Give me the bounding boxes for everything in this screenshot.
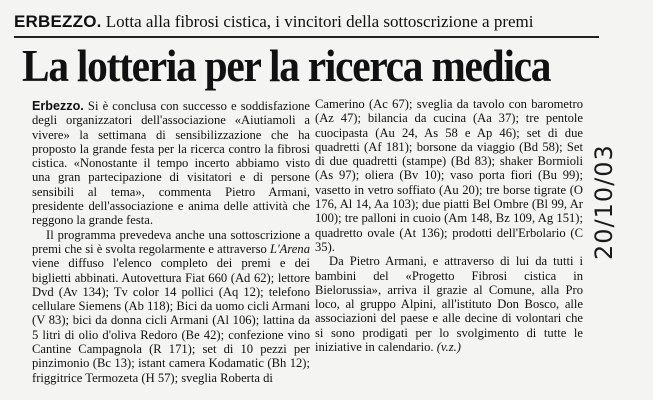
- handwritten-date: 20/10/03: [590, 144, 618, 260]
- paragraph-2-part: [32, 228, 310, 385]
- newspaper-name: L'Arena: [269, 241, 310, 256]
- paragraph-2-text-b: viene diffuso l'elenco completo dei premi e dei biglietti abbinati. Autovettura Fiat 660 (Ad 62); lettore Dvd (Av 134); Tv color 14 pollici (Aq 12); telefono cellulare Siemens (Ab 118); Bici da uomo cicli Armani (V 83); bici da donna cicli Armani (Al 106); lattina da 5 litri di olio d'oliva Redoro (Be 42); confezione vino Cantine Campagnola (R 171); set di 10 pezzi per pinzimonio (Bc 13); istant camera Kodamatic (Bh 12); friggitrice Termozeta (H 57); sveglia Roberta di: [32, 256, 310, 385]
- paragraph-2-part: [315, 97, 583, 254]
- paragraph-2-text-b: Camerino (Ac 67); sveglia da tavolo con barometro (Az 47); bilancia da cucina (Aa 37); tre pentole cuocipasta (Au 24, As 58 e Ap 46); set di due quadretti (Af 181); borsone da viaggio (Bd 58); Set di due quadretti (stampe) (Bd 83); shaker Bormioli (As 97); oliera (Bv 10); vaso porta fiori (Bu 99); vasetto in vetro soffiato (Au 20); tre borse tigrate (O 176, Al 14, Aa 103); due piatti Bel Ombre (Bl 99, Ar 100); tre palloni in cuoio (Am 148, Bz 109, Ag 151); quadretto ovale (At 136); prodotti dell'Erbolario (C 35).: [315, 97, 583, 254]
- dateline: Erbezzo.: [32, 99, 84, 113]
- article-column-1: [32, 99, 310, 391]
- article-column-2: [315, 97, 583, 389]
- paragraph-3-text: Da Pietro Armani, e attraverso di lui da tutti i bambini del «Progetto Fibrosi cistica in Bielorussia», arriva il grazie al Comune, alla Pro loco, al gruppo Alpini, all'istituto Don Bosco, alle associazioni del paese e alle decine di volontari che si sono prodigati per lo svolgimento di tutte le iniziative in calendario.: [315, 254, 583, 355]
- kicker-rule: [14, 36, 599, 38]
- paragraph-1-part: [32, 99, 310, 228]
- kicker: [14, 12, 604, 36]
- headline: La lotteria per la ricerca medica: [22, 40, 551, 91]
- kicker-text: Lotta alla fibrosi cistica, i vincitori della sottoscrizione a premi: [101, 12, 534, 31]
- paragraph-1-text: Si è conclusa con successo e soddisfazione degli organizzatori dell'associazione «Aiutiamoli a vivere» la settimana di sensibilizzazione che ha proposto la grande festa per la ricerca contro la fibrosi cistica. «Nonostante il tempo incerto abbiamo visto una gran partecipazione di visitatori e di persone sensibili al tema», commenta Pietro Armani, presidente dell'associazione e anima delle attività che reggono la grande festa.: [32, 99, 310, 228]
- paragraph-3-part: [315, 254, 583, 354]
- kicker-place: ERBEZZO.: [14, 12, 102, 31]
- paragraph-2-text-a: Il programma prevedeva anche una sottoscrizione a premi che si è svolta regolarmente e attraverso: [32, 227, 310, 256]
- signature: (v.z.): [436, 340, 461, 355]
